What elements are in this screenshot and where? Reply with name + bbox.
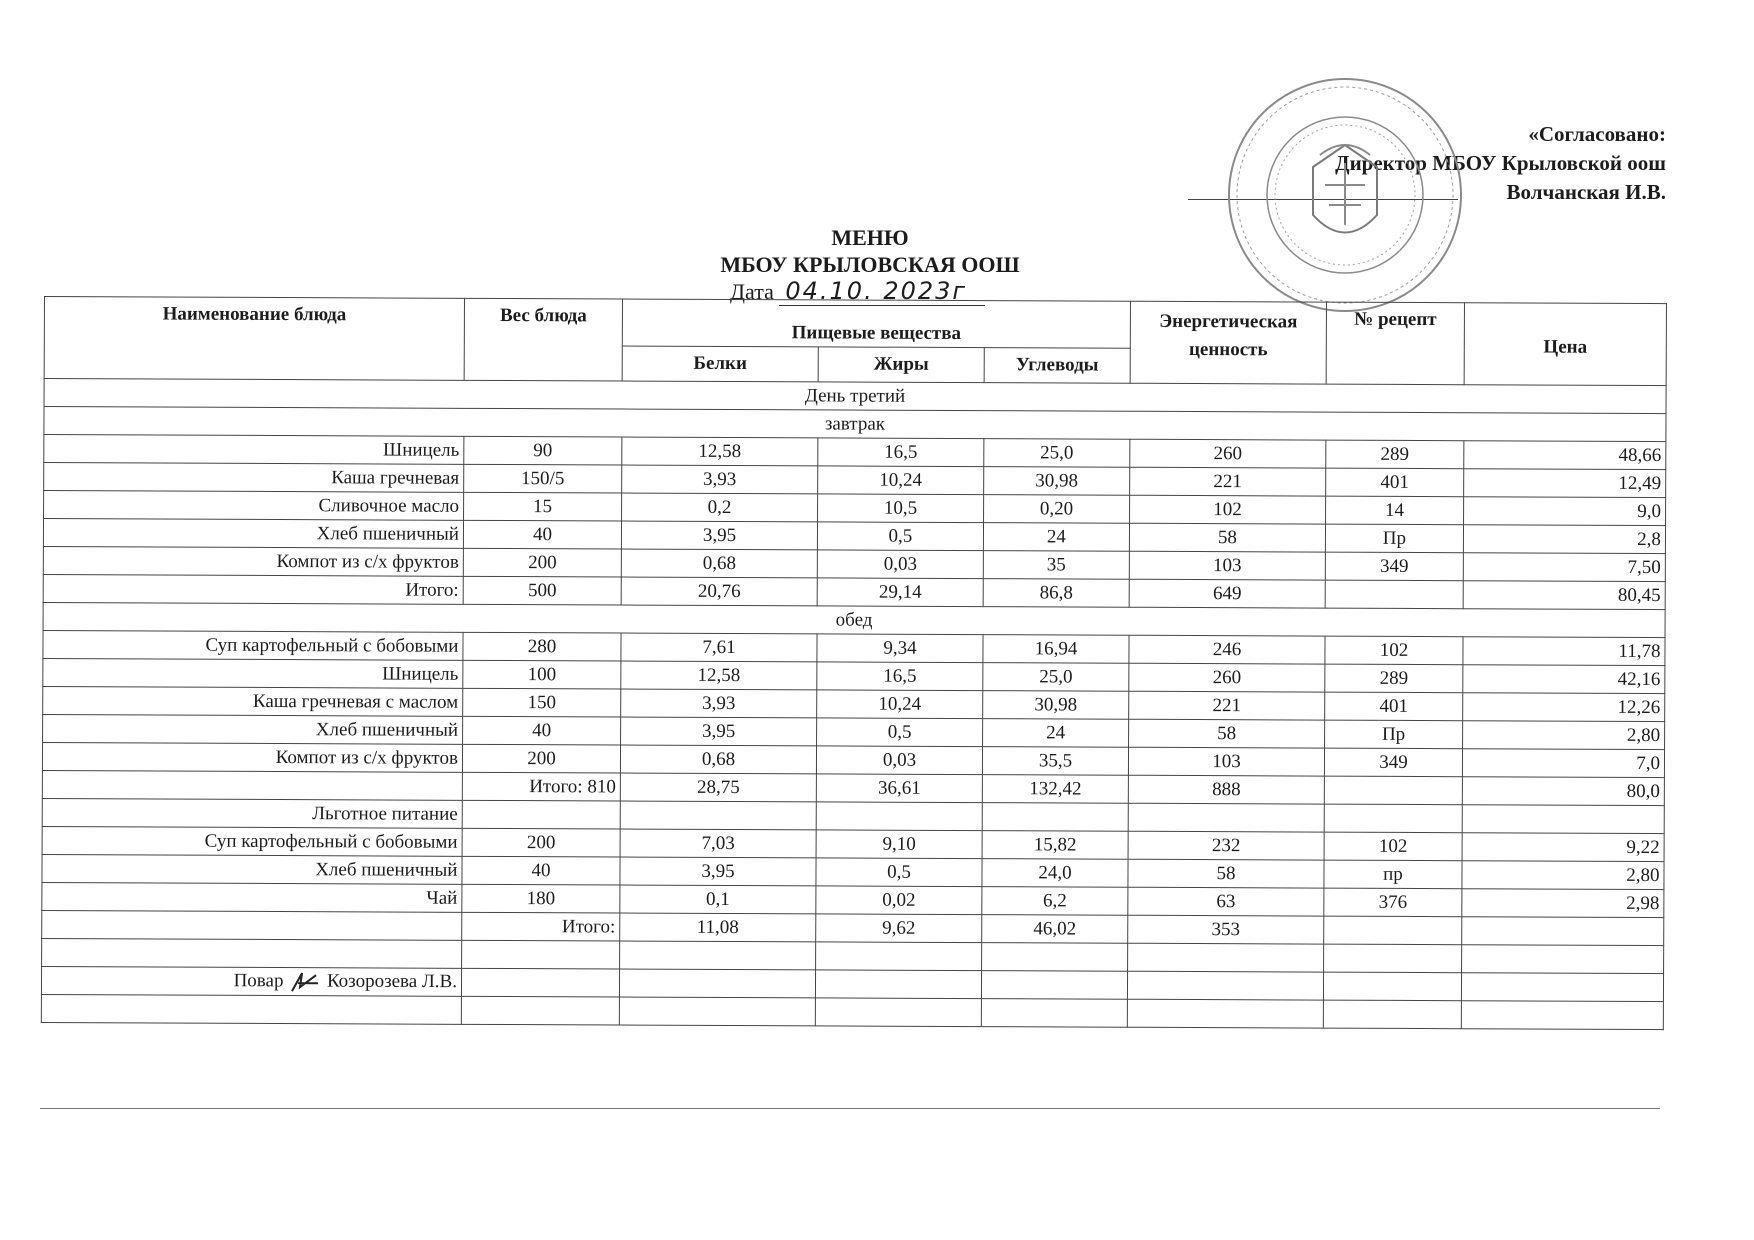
lunch-body bbox=[42, 630, 1665, 777]
cell-protein: 7,61 bbox=[621, 633, 817, 662]
cell-fat: 0,5 bbox=[817, 718, 983, 747]
total-protein: 20,76 bbox=[621, 577, 817, 606]
breakfast-body bbox=[43, 435, 1666, 582]
empty-cell bbox=[619, 969, 815, 998]
cell-weight: 150/5 bbox=[464, 464, 622, 493]
cell-weight: 180 bbox=[462, 884, 620, 913]
cell-weight: 200 bbox=[462, 744, 620, 773]
cell-fat: 9,10 bbox=[816, 830, 982, 859]
total-weight: Итого: bbox=[462, 912, 620, 941]
cell-recipe: Пр bbox=[1325, 524, 1463, 553]
empty-cell bbox=[1324, 804, 1462, 833]
cell-name: Шницель bbox=[44, 435, 464, 465]
cell-fat: 0,02 bbox=[816, 886, 982, 915]
cell-energy: 260 bbox=[1130, 439, 1326, 468]
total-weight: 500 bbox=[463, 576, 621, 605]
handwritten-signature-icon bbox=[288, 969, 322, 995]
approval-position: Директор МБОУ Крыловской оош bbox=[1335, 151, 1666, 175]
cell-fat: 9,34 bbox=[817, 634, 983, 663]
cell-price: 12,26 bbox=[1463, 693, 1665, 722]
header-fat: Жиры bbox=[818, 347, 984, 383]
empty-cell bbox=[1462, 945, 1664, 974]
menu-title: МЕНЮ bbox=[831, 225, 909, 250]
cell-price: 42,16 bbox=[1463, 665, 1665, 694]
menu-table bbox=[41, 296, 1667, 1030]
cell-carbs: 24 bbox=[983, 719, 1129, 748]
cell-recipe: 102 bbox=[1325, 636, 1463, 665]
cell-protein: 0,68 bbox=[621, 549, 817, 578]
cell-recipe: 401 bbox=[1326, 468, 1464, 497]
cell-carbs: 6,2 bbox=[982, 887, 1128, 916]
cell-carbs: 25,0 bbox=[983, 663, 1129, 692]
cell-name: Компот из с/х фруктов bbox=[42, 742, 462, 772]
cell-price: 48,66 bbox=[1464, 441, 1666, 470]
total-price: 80,0 bbox=[1462, 777, 1664, 806]
total-recipe bbox=[1324, 916, 1462, 945]
empty-cell bbox=[1127, 971, 1323, 1000]
cell-carbs: 35 bbox=[983, 551, 1129, 580]
cell-weight: 150 bbox=[463, 688, 621, 717]
total-energy: 888 bbox=[1128, 775, 1324, 804]
total-protein: 11,08 bbox=[620, 913, 816, 942]
cell-price: 12,49 bbox=[1464, 469, 1666, 498]
cell-fat: 10,24 bbox=[817, 690, 983, 719]
cell-name: Компот из с/х фруктов bbox=[43, 546, 463, 576]
cell-name: Хлеб пшеничный bbox=[43, 519, 463, 549]
total-fat: 29,14 bbox=[817, 578, 983, 607]
cell-energy: 221 bbox=[1130, 467, 1326, 496]
cell-energy: 63 bbox=[1128, 887, 1324, 916]
cell-name: Суп картофельный с бобовыми bbox=[42, 826, 462, 856]
header-recipe: № рецепт bbox=[1326, 302, 1464, 385]
cell-fat: 16,5 bbox=[817, 662, 983, 691]
cell-fat: 0,03 bbox=[817, 550, 983, 579]
cell-price: 9,0 bbox=[1464, 497, 1666, 526]
total-carbs: 86,8 bbox=[983, 579, 1129, 608]
empty-cell bbox=[461, 968, 619, 997]
cell-energy: 103 bbox=[1128, 747, 1324, 776]
official-seal-icon bbox=[1225, 75, 1465, 315]
empty-cell bbox=[1128, 803, 1324, 832]
header-protein: Белки bbox=[622, 346, 818, 382]
menu-title-block bbox=[600, 224, 1140, 306]
cell-fat: 10,5 bbox=[818, 494, 984, 523]
cell-recipe: 102 bbox=[1324, 832, 1462, 861]
empty-cell bbox=[981, 999, 1127, 1028]
cell-price: 2,98 bbox=[1462, 889, 1664, 918]
cell-weight: 280 bbox=[463, 632, 621, 661]
total-protein: 28,75 bbox=[620, 773, 816, 802]
cell-carbs: 30,98 bbox=[983, 691, 1129, 720]
cell-recipe: 349 bbox=[1324, 748, 1462, 777]
cell-fat: 0,5 bbox=[816, 858, 982, 887]
cell-protein: 3,95 bbox=[620, 857, 816, 886]
empty-cell bbox=[461, 996, 619, 1025]
cell-price: 2,80 bbox=[1462, 861, 1664, 890]
empty-cell bbox=[1128, 943, 1324, 972]
cell-carbs: 25,0 bbox=[984, 439, 1130, 468]
cell-weight: 15 bbox=[464, 492, 622, 521]
cell-protein: 3,93 bbox=[622, 465, 818, 494]
empty-cell bbox=[42, 938, 462, 968]
empty-cell bbox=[1127, 999, 1323, 1028]
lunch-label: обед bbox=[43, 602, 1665, 637]
total-label bbox=[42, 910, 462, 940]
cell-recipe: 349 bbox=[1325, 552, 1463, 581]
cell-energy: 260 bbox=[1129, 663, 1325, 692]
cell-protein: 12,58 bbox=[621, 661, 817, 690]
cell-energy: 102 bbox=[1130, 495, 1326, 524]
cell-fat: 16,5 bbox=[818, 438, 984, 467]
cell-name: Чай bbox=[42, 882, 462, 912]
date-value: 04.10. 2023г bbox=[779, 278, 985, 306]
header-nutrients: Пищевые вещества bbox=[622, 299, 1130, 348]
empty-cell bbox=[816, 802, 982, 831]
empty-cell bbox=[1324, 944, 1462, 973]
cell-protein: 0,68 bbox=[620, 745, 816, 774]
cell-carbs: 30,98 bbox=[984, 467, 1130, 496]
cell-fat: 0,03 bbox=[816, 746, 982, 775]
breakfast-label: завтрак bbox=[44, 407, 1666, 442]
cell-price: 9,22 bbox=[1462, 833, 1664, 862]
cell-price: 2,8 bbox=[1463, 525, 1665, 554]
total-price: 80,45 bbox=[1463, 581, 1665, 610]
cell-weight: 100 bbox=[463, 660, 621, 689]
cell-weight: 40 bbox=[463, 716, 621, 745]
header-energy: Энергетическая ценность bbox=[1130, 301, 1326, 384]
total-energy: 353 bbox=[1128, 915, 1324, 944]
cell-price: 7,0 bbox=[1462, 749, 1664, 778]
cell-recipe: пр bbox=[1324, 860, 1462, 889]
cell-carbs: 24,0 bbox=[982, 859, 1128, 888]
cell-weight: 200 bbox=[462, 828, 620, 857]
cell-weight: 200 bbox=[463, 548, 621, 577]
header-carbs: Углеводы bbox=[984, 348, 1130, 384]
cell-price: 7,50 bbox=[1463, 553, 1665, 582]
total-price bbox=[1462, 917, 1664, 946]
empty-cell bbox=[982, 803, 1128, 832]
cell-protein: 3,95 bbox=[621, 521, 817, 550]
empty-cell bbox=[41, 994, 461, 1024]
header-weight: Вес блюда bbox=[464, 298, 622, 381]
table-header-row bbox=[44, 297, 1666, 351]
cell-name: Шницель bbox=[43, 658, 463, 688]
cell-fat: 10,24 bbox=[818, 466, 984, 495]
signature-name: Козорозева Л.В. bbox=[326, 970, 458, 992]
cell-price: 2,80 bbox=[1463, 721, 1665, 750]
empty-cell bbox=[620, 941, 816, 970]
cell-protein: 3,95 bbox=[621, 717, 817, 746]
total-fat: 36,61 bbox=[816, 774, 982, 803]
signature-role: Повар bbox=[233, 969, 284, 991]
empty-cell bbox=[620, 801, 816, 830]
benefit-body bbox=[42, 826, 1664, 917]
cell-carbs: 0,20 bbox=[984, 495, 1130, 524]
cell-weight: 40 bbox=[463, 520, 621, 549]
total-carbs: 132,42 bbox=[982, 775, 1128, 804]
header-price: Цена bbox=[1464, 303, 1666, 386]
header-name: Наименование блюда bbox=[44, 297, 464, 381]
empty-cell bbox=[816, 942, 982, 971]
cell-name: Каша гречневая с маслом bbox=[43, 686, 463, 716]
empty-cell bbox=[982, 943, 1128, 972]
cell-protein: 7,03 bbox=[620, 829, 816, 858]
day-label: День третий bbox=[44, 379, 1666, 414]
signature-cell bbox=[41, 966, 461, 996]
cell-energy: 232 bbox=[1128, 831, 1324, 860]
cell-carbs: 35,5 bbox=[982, 747, 1128, 776]
empty-cell bbox=[1323, 1000, 1461, 1029]
cell-weight: 40 bbox=[462, 856, 620, 885]
cell-protein: 3,93 bbox=[621, 689, 817, 718]
cell-fat: 0,5 bbox=[817, 522, 983, 551]
cell-energy: 246 bbox=[1129, 635, 1325, 664]
cell-recipe: 14 bbox=[1326, 496, 1464, 525]
total-energy: 649 bbox=[1129, 579, 1325, 608]
cell-name: Сливочное масло bbox=[44, 491, 464, 521]
empty-cell bbox=[462, 940, 620, 969]
cell-name: Суп картофельный с бобовыми bbox=[43, 630, 463, 660]
cell-protein: 12,58 bbox=[622, 437, 818, 466]
cell-weight: 90 bbox=[464, 436, 622, 465]
empty-cell bbox=[462, 800, 620, 829]
cell-energy: 58 bbox=[1128, 859, 1324, 888]
date-label: Дата bbox=[730, 279, 774, 304]
empty-cell bbox=[1461, 1001, 1663, 1030]
cell-carbs: 24 bbox=[983, 523, 1129, 552]
cell-energy: 221 bbox=[1129, 691, 1325, 720]
cell-recipe: 289 bbox=[1326, 440, 1464, 469]
empty-cell bbox=[1462, 805, 1664, 834]
cell-recipe: 376 bbox=[1324, 888, 1462, 917]
cell-recipe: Пр bbox=[1325, 720, 1463, 749]
approval-heading: «Согласовано: bbox=[1528, 122, 1666, 146]
cell-protein: 0,1 bbox=[620, 885, 816, 914]
approval-signatory: Волчанская И.В. bbox=[1506, 180, 1666, 204]
empty-cell bbox=[1323, 972, 1461, 1001]
cell-name: Хлеб пшеничный bbox=[42, 854, 462, 884]
total-weight: Итого: 810 bbox=[462, 772, 620, 801]
empty-cell bbox=[815, 970, 981, 999]
total-label: Итого: bbox=[43, 574, 463, 604]
cell-energy: 103 bbox=[1129, 551, 1325, 580]
cell-recipe: 401 bbox=[1325, 692, 1463, 721]
empty-cell bbox=[815, 998, 981, 1027]
empty-cell bbox=[981, 971, 1127, 1000]
blank-row bbox=[41, 994, 1663, 1029]
cell-carbs: 15,82 bbox=[982, 831, 1128, 860]
cell-recipe: 289 bbox=[1325, 664, 1463, 693]
total-carbs: 46,02 bbox=[982, 915, 1128, 944]
benefit-label: Льготное питание bbox=[42, 798, 462, 828]
total-fat: 9,62 bbox=[816, 914, 982, 943]
cell-price: 11,78 bbox=[1463, 637, 1665, 666]
cell-protein: 0,2 bbox=[622, 493, 818, 522]
empty-cell bbox=[619, 997, 815, 1026]
total-label bbox=[42, 770, 462, 800]
empty-cell bbox=[1461, 973, 1663, 1002]
school-name: МБОУ КРЫЛОВСКАЯ ООШ bbox=[720, 252, 1020, 277]
cell-energy: 58 bbox=[1129, 523, 1325, 552]
cell-name: Каша гречневая bbox=[44, 463, 464, 493]
cell-carbs: 16,94 bbox=[983, 635, 1129, 664]
cell-name: Хлеб пшеничный bbox=[43, 714, 463, 744]
scan-artifact-line bbox=[40, 1108, 1660, 1109]
cell-energy: 58 bbox=[1129, 719, 1325, 748]
total-recipe bbox=[1324, 776, 1462, 805]
total-recipe bbox=[1325, 580, 1463, 609]
